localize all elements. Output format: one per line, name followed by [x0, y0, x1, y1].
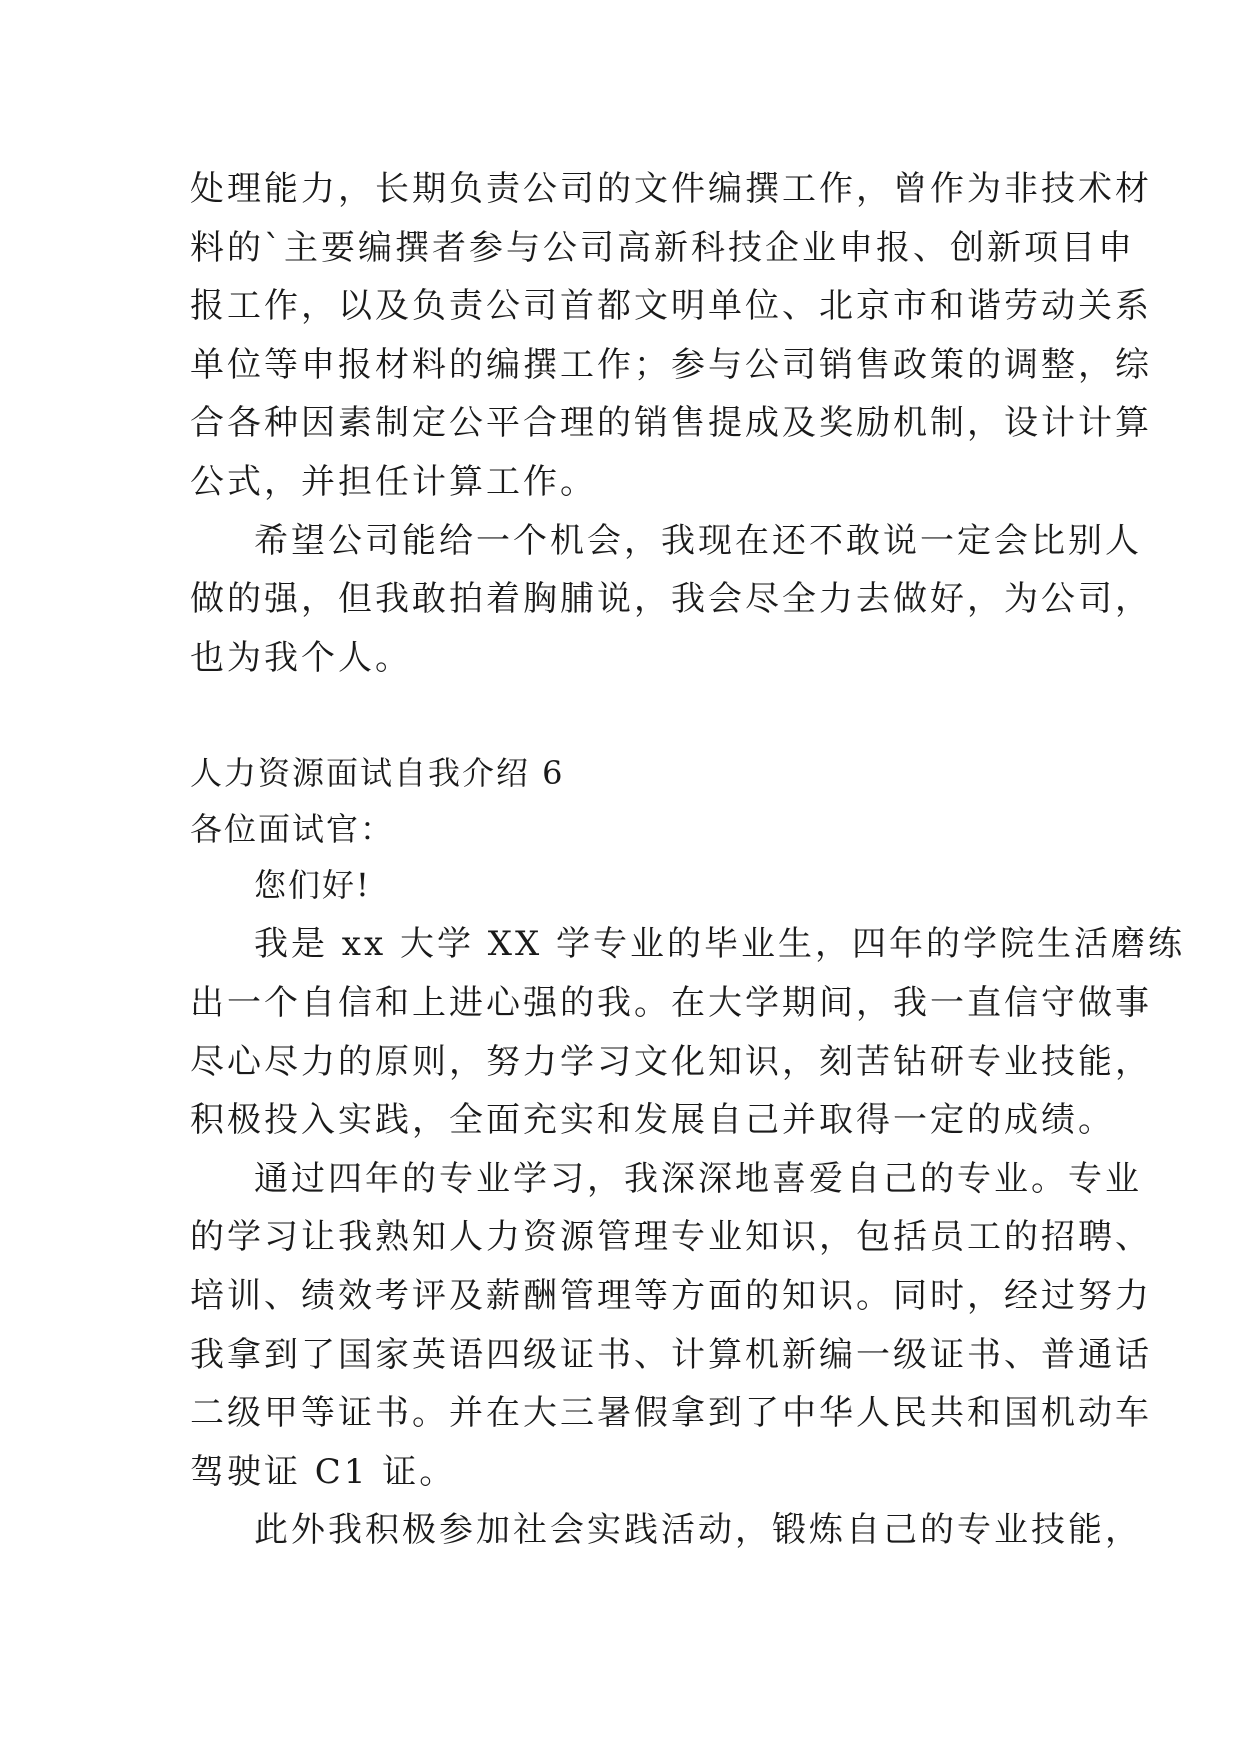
text-line: 我拿到了国家英语四级证书、计算机新编一级证书、普通话 [190, 1334, 1152, 1375]
text-line: 希望公司能给一个机会，我现在还不敢说一定会比别人 [254, 520, 1142, 561]
text-line: 出一个自信和上进心强的我。在大学期间，我一直信守做事 [190, 982, 1152, 1023]
text-line: 单位等申报材料的编撰工作；参与公司销售政策的调整，综 [190, 344, 1152, 385]
text-line: 处理能力，长期负责公司的文件编撰工作，曾作为非技术材 [190, 169, 1152, 209]
salutation: 各位面试官： [190, 810, 395, 849]
text-line: 驾驶证 C1 证。 [190, 1451, 457, 1492]
text-line: 做的强，但我敢拍着胸脯说，我会尽全力去做好，为公司， [190, 579, 1152, 620]
text-line: 料的`主要编撰者参与公司高新科技企业申报、创新项目申 [190, 227, 1135, 268]
paragraph-study [190, 1150, 1152, 1502]
paragraph-continuation [190, 160, 1152, 512]
text-line: 此外我积极参加社会实践活动，锻炼自己的专业技能， [254, 1510, 1142, 1551]
greeting: 您们好! [254, 866, 371, 905]
text-line: 积极投入实践，全面充实和发展自己并取得一定的成绩。 [190, 1100, 1115, 1141]
text-line: 尽心尽力的原则，努力学习文化知识，刻苦钻研专业技能， [190, 1041, 1152, 1082]
text-line: 也为我个人。 [190, 637, 412, 678]
text-line: 我是 xx 大学 XX 学专业的毕业生，四年的学院生活磨练 [254, 924, 1185, 965]
section-spacer [190, 687, 1060, 745]
paragraph-intro [190, 915, 1185, 1149]
paragraph-practice [190, 1501, 1142, 1560]
text-line: 公式，并担任计算工作。 [190, 461, 597, 502]
paragraph-hope [190, 512, 1152, 688]
document-page [190, 160, 1185, 1560]
text-line: 通过四年的专业学习，我深深地喜爱自己的专业。专业 [254, 1158, 1142, 1199]
text-line: 的学习让我熟知人力资源管理专业知识，包括员工的招聘、 [190, 1217, 1152, 1258]
text-line: 报工作，以及负责公司首都文明单位、北京市和谐劳动关系 [190, 286, 1152, 327]
section-heading: 人力资源面试自我介绍 6 [190, 754, 565, 793]
text-line: 培训、绩效考评及薪酬管理等方面的知识。同时，经过努力 [190, 1275, 1152, 1316]
text-line: 合各种因素制定公平合理的销售提成及奖励机制，设计计算 [190, 403, 1152, 444]
text-line: 二级甲等证书。并在大三暑假拿到了中华人民共和国机动车 [190, 1393, 1152, 1434]
